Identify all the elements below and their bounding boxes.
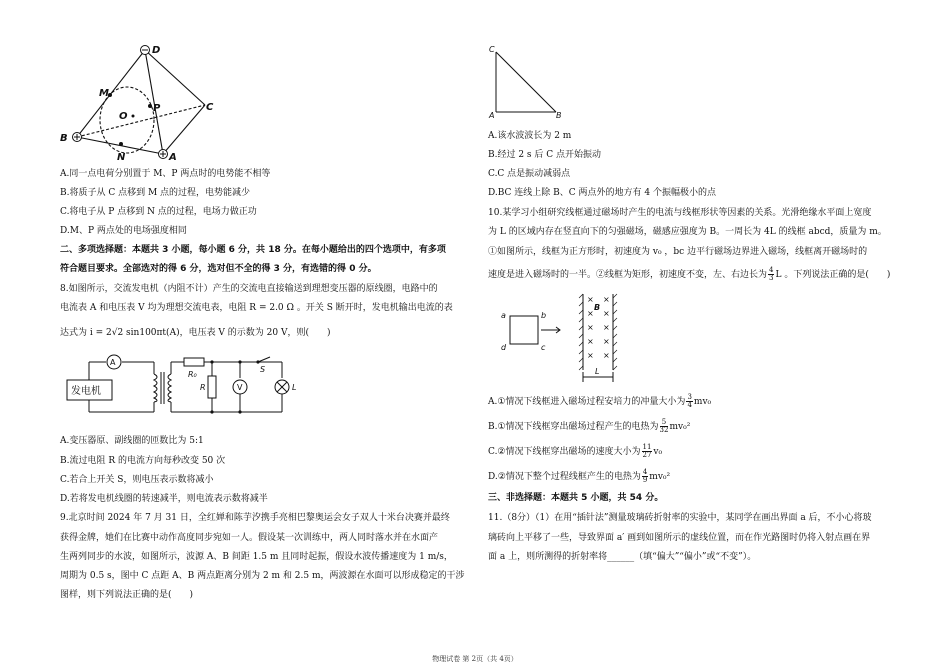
q10-option-a (488, 394, 711, 409)
q9-option-d: D.BC 连线上除 B、C 两点外的地方有 4 个振幅极小的点 (488, 188, 716, 198)
magnetic-field-figure (490, 292, 630, 392)
q10-option-b-unit: mv₀² (669, 422, 691, 432)
frac-num: 5 (660, 419, 669, 427)
width-label-l: L (595, 367, 600, 376)
triangle-figure (486, 42, 576, 122)
section2-title-cont: 符合题目要求。全部选对的得 6 分，选对但不全的得 3 分，有选错的得 0 分。 (60, 264, 377, 274)
label-M: M (99, 88, 109, 99)
label-C: C (206, 102, 214, 113)
tri-label-b: B (556, 111, 562, 120)
fraction (642, 444, 653, 459)
field-label-b: B (594, 303, 601, 312)
q8-option-d: D.若将发电机线圈的转速减半，则电流表示数将减半 (60, 494, 268, 504)
frame-label-d: d (501, 343, 507, 352)
q10-option-d-text: D.②情况下整个过程线框产生的电热为 (488, 472, 641, 482)
ammeter-label: A (110, 358, 116, 367)
q7-option-b: B.将质子从 C 点移到 M 点的过程，电势能减少 (60, 188, 251, 198)
r0-label: R₀ (188, 370, 197, 379)
circuit-figure (62, 350, 322, 420)
q7-option-d: D.M、P 两点处的电场强度相同 (60, 226, 187, 236)
field-cross: × (587, 351, 594, 360)
q8-stem-3: 达式为 i = 2√2 sin100πt(A)，电压表 V 的示数为 20 V，则( ) (60, 328, 331, 338)
field-cross: × (603, 351, 610, 360)
field-cross: × (603, 323, 610, 332)
field-cross: × (587, 295, 594, 304)
q10-stem-4a: 速度是进入磁场时的一半。②线框为矩形，初速度不变，左、右边长为 (488, 270, 768, 280)
frac-den: 9 (642, 476, 648, 484)
q10-stem-1: 10.某学习小组研究线框通过磁场时产生的电流与线框形状等因素的关系。光滑绝缘水平面上宽度 (488, 208, 872, 218)
q10-option-a-unit: mv₀ (693, 397, 712, 407)
fraction-4-3 (768, 267, 774, 282)
q9-option-b: B.经过 2 s 后 C 点开始振动 (488, 150, 602, 160)
section3-title: 三、非选择题：本题共 5 小题，共 54 分。 (488, 493, 664, 503)
label-O: O (119, 111, 128, 122)
q8-stem-1: 8.如图所示，交流发电机（内阻不计）产生的交流电直接输送到理想变压器的原线圈，电路中的 (60, 284, 438, 294)
tri-label-a: A (489, 111, 495, 120)
frame-label-a: a (501, 311, 506, 320)
q11-stem-3: 面 a 上，则所测得的折射率将______（填“偏大”“偏小”或“不变”）。 (488, 552, 757, 562)
q8-option-a: A.变压器原、副线圈的匝数比为 5:1 (60, 436, 204, 446)
field-cross: × (587, 323, 594, 332)
label-N: N (117, 152, 126, 163)
q10-option-d (488, 469, 670, 484)
q10-option-a-text: A.①情况下线框进入磁场过程安培力的冲量大小为 (488, 397, 686, 407)
q10-stem-4b: L 。下列说法正确的是( ) (775, 270, 891, 280)
label-P: P (153, 103, 161, 114)
q11-stem-1: 11.（8分）（1）在用“插针法”测量玻璃砖折射率的实验中，某同学在画出界面 a 后，不小心将玻 (488, 513, 872, 523)
q7-option-c: C.将电子从 P 点移到 N 点的过程，电场力做正功 (60, 207, 257, 217)
label-D: D (152, 45, 161, 56)
section2-title: 二、多项选择题：本题共 3 小题，每小题 6 分，共 18 分。在每小题给出的四个选项中，有多项 (60, 245, 446, 255)
q10-option-d-unit: mv₀² (649, 472, 671, 482)
fraction (686, 394, 692, 409)
q8-option-c: C.若合上开关 S，则电压表示数将减小 (60, 475, 214, 485)
q10-option-c-unit: v₀ (653, 447, 663, 457)
fraction (642, 469, 648, 484)
generator-label: 发电机 (71, 386, 101, 397)
q9-stem-2: 获得金牌，她们在比赛中动作高度同步宛如一人。假设某一次训练中，两人同时落水并在水面产 (60, 533, 439, 543)
q10-option-c-text: C.②情况下线框穿出磁场的速度大小为 (488, 447, 641, 457)
q8-stem-2: 电流表 A 和电压表 V 均为理想交流电表，电阻 R = 2.0 Ω 。开关 S 断开时，发电机输出电流的表 (60, 303, 453, 313)
frac-den: 3 (769, 274, 774, 282)
frac-num: 4 (769, 266, 774, 274)
q10-option-b (488, 419, 690, 434)
frame-label-b: b (541, 311, 547, 320)
frac-num: 4 (642, 468, 648, 476)
field-cross: × (603, 295, 610, 304)
fraction (660, 419, 669, 434)
q11-stem-2: 璃砖向上平移了一些，导致界面 a′ 画到如图所示的虚线位置，而在作光路图时仍将入射点画在界 (488, 533, 871, 543)
q9-option-c: C.C 点是振动减弱点 (488, 169, 571, 179)
q9-stem-5: 图样，则下列说法正确的是( ) (60, 590, 194, 600)
q8-option-b: B.流过电阻 R 的电流方向每秒改变 50 次 (60, 456, 226, 466)
q10-stem-4 (488, 267, 890, 282)
frac-num: 3 (687, 393, 692, 401)
label-A: A (169, 152, 177, 163)
q9-stem-4: 周期为 0.5 s，图中 C 点距 A、B 两点距离分别为 2 m 和 2.5 m，两波源在水面可以形成稳定的干涉 (60, 571, 465, 581)
page-footer: 物理试卷 第 2页（共 4页） (432, 655, 518, 663)
frame-label-c: c (541, 343, 546, 352)
q9-stem-3: 生两列同步的水波，如图所示，波源 A、B 间距 1.5 m 且同时起振，假设水波传播速度为 1 m/s， (60, 552, 453, 562)
q10-option-c (488, 444, 662, 459)
tetrahedron-figure (55, 40, 215, 165)
switch-s-label: S (260, 365, 266, 374)
resistor-r-label: R (200, 383, 206, 392)
frac-num: 11 (642, 443, 652, 451)
q10-option-b-text: B.①情况下线框穿出磁场过程产生的电热为 (488, 422, 659, 432)
frac-den: 4 (687, 401, 692, 409)
field-cross: × (587, 337, 594, 346)
frac-den: 32 (659, 426, 669, 434)
field-cross: × (587, 309, 594, 318)
q9-stem-1: 9.北京时间 2024 年 7 月 31 日，全红婵和陈芋汐携手亮相巴黎奥运会女子双人十米台决赛并最终 (60, 513, 450, 523)
frac-den: 27 (642, 451, 652, 459)
field-cross: × (603, 337, 610, 346)
voltmeter-label: V (237, 383, 243, 392)
tri-label-c: C (489, 45, 495, 54)
q9-option-a: A.该水波波长为 2 m (488, 131, 572, 141)
label-B: B (60, 133, 68, 144)
q10-stem-3: ①如图所示，线框为正方形时，初速度为 v₀ ，bc 边平行磁场边界进入磁场，线框离开磁场时的 (488, 247, 868, 257)
q10-stem-2: 为 L 的区域内存在竖直向下的匀强磁场，磁感应强度为 B。一周长为 4L 的线框 abcd，质量为 m。 (488, 227, 887, 237)
field-cross: × (603, 309, 610, 318)
q7-option-a: A.同一点电荷分别置于 M、P 两点时的电势能不相等 (60, 169, 271, 179)
lamp-l-label: L (292, 383, 297, 392)
